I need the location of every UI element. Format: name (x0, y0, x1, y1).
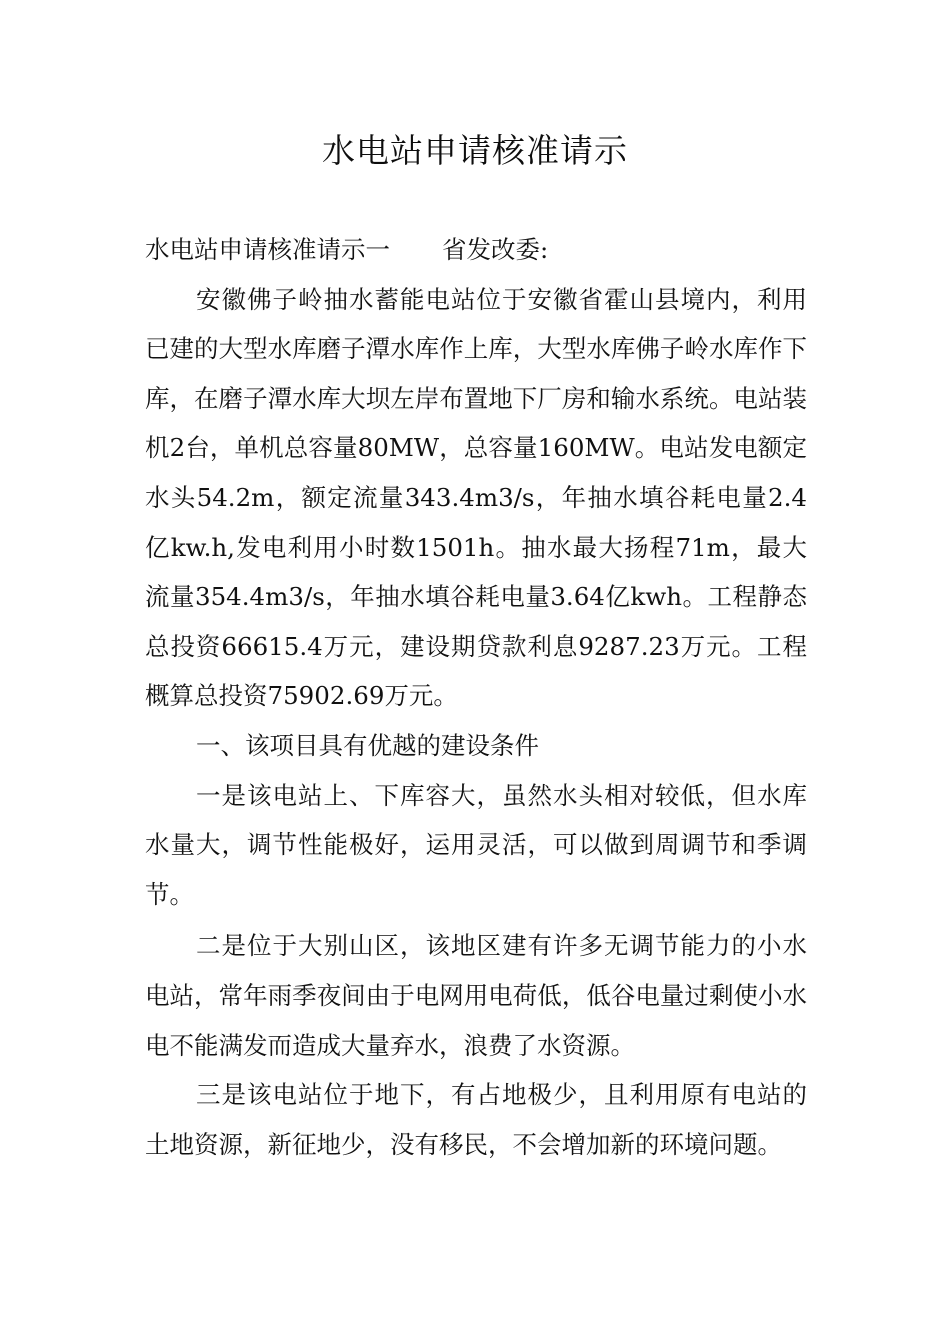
salutation-prefix: 水电站申请核准请示一 (145, 235, 390, 264)
document-title: 水电站申请核准请示 (322, 131, 628, 170)
salutation-line (145, 225, 807, 275)
document-body (145, 225, 807, 1169)
salutation-recipient: 省发改委: (442, 235, 549, 264)
paragraph-condition-two: 二是位于大别山区，该地区建有许多无调节能力的小水电站，常年雨季夜间由于电网用电荷低，低谷电量过剩使小水电不能满发而造成大量弃水，浪费了水资源。 (145, 931, 807, 1060)
section-heading-conditions: 一、该项目具有优越的建设条件 (196, 730, 539, 760)
paragraph-condition-one: 一是该电站上、下库容大，虽然水头相对较低，但水库水量大，调节性能极好，运用灵活，可以做到周调节和季调节。 (145, 780, 807, 909)
paragraph-condition-three: 三是该电站位于地下，有占地极少，且利用原有电站的土地资源，新征地少，没有移民，不会增加新的环境问题。 (145, 1080, 807, 1159)
paragraph-project-overview: 安徽佛子岭抽水蓄能电站位于安徽省霍山县境内，利用已建的大型水库磨子潭水库作上库，大型水库佛子岭水库作下库，在磨子潭水库大坝左岸布置地下厂房和输水系统。电站装机2台，单机总容量80MW，总容量160MW。电站发电额定水头54.2m，额定流量343.4m3/s，年抽水填谷耗电量2.4亿kw.h,发电利用小时数1501h。抽水最大扬程71m，最大流量354.4m3/s，年抽水填谷耗电量3.64亿kwh。工程静态总投资66615.4万元，建设期贷款利息9287.23万元。工程概算总投资75902.69万元。 (145, 284, 807, 711)
